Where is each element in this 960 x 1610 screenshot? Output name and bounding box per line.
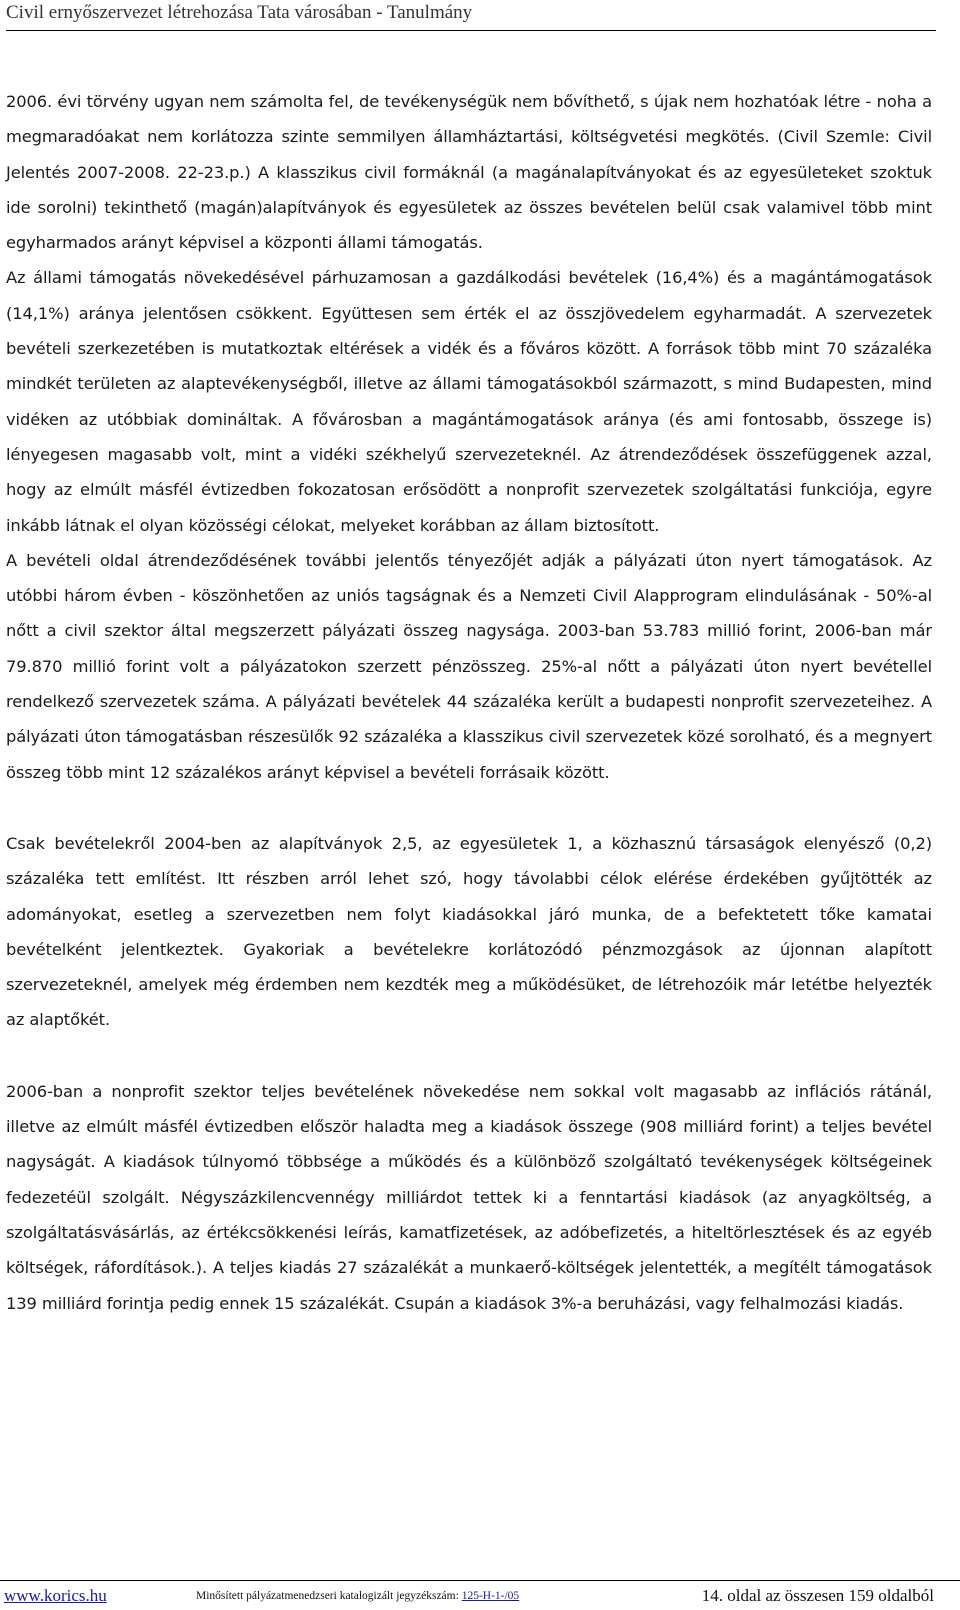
document-body (6, 84, 932, 1321)
paragraph: Csak bevételekről 2004-ben az alapítványok 2,5, az egyesületek 1, a közhasznú társaságok elenyésző (0,2) százaléka tett említést. Itt részben arról lehet szó, hogy távolabbi célok elérése érdekében gyűjtötték az adományokat, esetleg a szervezetben nem folyt kiadásokkal járó munka, de a befektetett tőke kamatai bevételként jelentkeztek. Gyakoriak a bevételekre korlátozódó pénzmozgások az újonnan alapított szervezeteknél, amelyek még érdemben nem kezdték meg a működésüket, de létrehozóik már letétbe helyezték az alaptőkét. (6, 833, 932, 1030)
catalog-id-link[interactable]: 125-H-1-/05 (461, 1590, 520, 1602)
paragraph: 2006. évi törvény ugyan nem számolta fel, de tevékenységük nem bővíthető, s újak nem hozhatóak létre - noha a megmaradóakat nem korlátozza szinte semmilyen államháztartási, költségvetési megkötés. (Civil Szemle: Civil Jelentés 2007-2008. 22-23.p.) A klasszikus civil formáknál (a magánalapítványokat és az egyesületeket szoktuk ide sorolni) tekinthető (magán)alapítványok és egyesületek az összes bevételen belül csak valamivel több mint egyharmados arányt képvisel a központi állami támogatás. (6, 92, 932, 253)
page-header (6, 2, 936, 31)
catalog-prefix: Minősített pályázatmenedzseri katalogizált jegyzékszám: (196, 1590, 459, 1602)
document-title: Civil ernyőszervezet létrehozása Tata városában - Tanulmány (6, 2, 473, 23)
paragraph: A bevételi oldal átrendeződésének további jelentős tényezőjét adják a pályázati úton nyert támogatások. Az utóbbi három évben - köszönhetően az uniós tagságnak és a Nemzeti Civil Alapprogram elindulásának - 50%-al nőtt a civil szektor által megszerzett pályázati összeg nagysága. 2003-ban 53.783 millió forint, 2006-ban már 79.870 millió forint volt a pályázatokon szerzett pénzösszeg. 25%-al nőtt a pályázati úton nyert bevétellel rendelkező szervezetek száma. A pályázati bevételek 44 százaléka került a budapesti nonprofit szervezeteihez. A pályázati úton támogatásban részesülők 92 százaléka a klasszikus civil szervezetek közé sorolható, és a megnyert összeg több mint 12 százalékos arányt képvisel a bevételi forrásaik között. (6, 550, 932, 782)
paragraph: Az állami támogatás növekedésével párhuzamosan a gazdálkodási bevételek (16,4%) és a magántámogatások (14,1%) aránya jelentősen csökkent. Együttesen sem érték el az összjövedelem egyharmadát. A szervezetek bevételi szerkezetében is mutatkoztak eltérések a vidék és a főváros között. A források több mint 70 százaléka mindkét területen az alaptevékenységből, illetve az állami támogatásokból származott, s mind Budapesten, mind vidéken az utóbbiak domináltak. A fővárosban a magántámogatások aránya (és ami fontosabb, összege is) lényegesen magasabb volt, mint a vidéki székhelyű szervezeteknél. Az átrendeződések összefüggenek azzal, hogy az elmúlt másfél évtizedben fokozatosan erősödött a nonprofit szervezetek szolgáltatási funkciója, egyre inkább látnak el olyan közösségi célokat, melyeket korábban az állam biztosított. (6, 268, 932, 535)
catalog-number (196, 1590, 519, 1602)
paragraph-spacer (6, 790, 932, 826)
page-footer (0, 1580, 960, 1610)
page-info: 14. oldal az összesen 159 oldalból (701, 1586, 934, 1605)
website-link[interactable]: www.korics.hu (4, 1586, 107, 1605)
paragraph-spacer (6, 1038, 932, 1074)
paragraph: 2006-ban a nonprofit szektor teljes bevételének növekedése nem sokkal volt magasabb az inflációs rátánál, illetve az elmúlt másfél évtizedben először haladta meg a kiadások összege (908 milliárd forint) a teljes bevétel nagyságát. A kiadások túlnyomó többsége a működés és a különböző szolgáltató tevékenységek költségeinek fedezetéül szolgált. Négyszázkilencvennégy milliárdot tettek ki a fenntartási kiadások (az anyagköltség, a szolgáltatásvásárlás, az értékcsökkenési leírás, kamatfizetések, az adóbefizetés, a hiteltörlesztések és az egyéb költségek, ráfordítások.). A teljes kiadás 27 százalékát a munkaerő-költségek jelentették, a megítélt támogatások 139 milliárd forintja pedig ennek 15 százalékát. Csupán a kiadások 3%-a beruházási, vagy felhalmozási kiadás. (6, 1081, 932, 1313)
